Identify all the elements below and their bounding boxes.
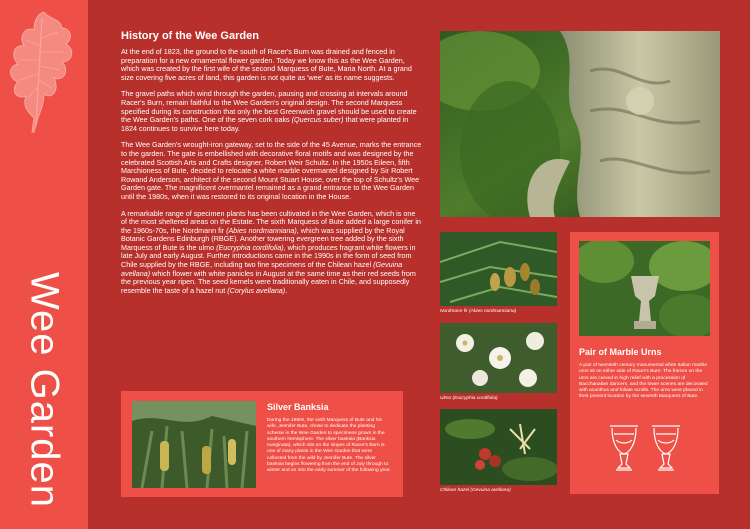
paragraph-4	[121, 210, 423, 296]
latin-name: (Corylus avellana)	[227, 285, 286, 295]
paragraph-3: The Wee Garden's wrought-iron gateway, set to the side of the 45 Avenue, marks the entrance to the garden. The gate is embellished with decorative floral motifs and was designed by the celebrated Scottish Arts and Crafts designer, Robert Weir Schultz. In the 1950s Eileen, fifth Marchioness of Bute, decided to relocate a white marble overmantel designed by Sir Robert Rowand Anderson, architect of the second Mount Stuart House, over the top of Schultz's Wee Garden gate. The magnificent overmantel remained as a grand entrance to the Wee Garden until the 1980s, when it was restored to its original location in the House.	[121, 140, 422, 201]
urn-closeup-photo	[440, 31, 720, 217]
text-span: which flower with white panicles in August at the same time as their red seeds from the previous year ripen. The seed kernels were traditionally eaten in Chile, and supposedly resemble the taste of a hazel nut	[121, 268, 416, 295]
paragraph-2	[121, 90, 423, 133]
urn-garden-photo	[579, 241, 710, 336]
vertical-title: Wee Garden	[22, 271, 67, 509]
ulmo-photo	[440, 323, 557, 393]
latin-name: (Quercus suber)	[291, 115, 344, 125]
history-body	[121, 48, 423, 303]
banksia-title: Silver Banksia	[267, 402, 329, 412]
text-span: , which was supplied by the Royal Botanic Gardens Edinburgh (RBGE). Another towering evergreen tree added by the sixth Marquess of Bute is the ulmo	[121, 225, 405, 252]
fir-photo	[440, 232, 557, 306]
banksia-panel	[121, 391, 403, 497]
banksia-text: During the 1980s, the sixth Marquess of Bute and his wife, Jennifer Bute, chose to dedicate the planting scheme in the Wee Garden to specimens grown in the southern hemisphere. The silver banksia (Banksia marginata), which sits on the slopes of Racer's Burn is one of many plants in the Wee Garden that were collected from the wild by Jennifer Bute. The silver banksia begins flowering from the end of July through to winter and on into the early summer of the following year.	[267, 418, 391, 474]
urns-text: A pair of twentieth century monumental white Italian marble urns sit on either side of Racer's Burn. The friezes on the urns are carved in high relief with a procession of Bacchanalian dancers, and the lower scenes are decorated with acanthus and foliate scrolls. The urns were placed in their present location by the seventh Marquess of Bute.	[579, 363, 708, 400]
urns-title: Pair of Marble Urns	[579, 347, 662, 357]
paragraph-1: At the end of 1823, the ground to the south of Racer's Burn was drained and fenced in preparation for a new ornamental flower garden. Today we know this as the Wee Garden, which was created by the first wife of the second Marquess of Bute, Maria North. At a grand size covering five acres of land, this garden is not quite as 'wee' as its name suggests.	[121, 47, 412, 82]
fir-caption: Nordmann fir (Abies nordmanniana)	[440, 309, 517, 314]
main-title: History of the Wee Garden	[121, 30, 259, 42]
text-span: The gravel paths which wind through the garden, pausing and crossing at intervals around Racer's Burn, remain faithful to the Wee Garden's original design. The second Marquess specified during its construction that only the best Greenwich gravel should be used to create the Wee Garden's paths. One of the seven cork oaks	[121, 89, 417, 125]
side-band	[0, 0, 88, 529]
text-span: A remarkable range of specimen plants has been cultivated in the Wee Garden, which is one of the most sheltered areas on the Estate. The sixth Marquess of Bute added a large conifer in the 1960s-70s, the Nordmann fir	[121, 208, 421, 235]
latin-name: (Eucryphia cordifolia)	[216, 242, 284, 252]
text-span: that were planted in 1824 continues to survive here today.	[121, 115, 409, 133]
ulmo-caption: Ulmo (Eucryphia cordifolia)	[440, 396, 498, 401]
text-span: , which produces fragrant white flowers in late July and early August. Further introductions came in the 1990s in the form of seed from Chile supplied by the RBGE, including two fine specimens of the Chilean hazel	[121, 242, 416, 270]
banksia-photo	[132, 401, 256, 488]
latin-name: (Gevuina avellana)	[121, 260, 403, 278]
hazel-caption: Chilean hazel (Gevuina avellana)	[440, 488, 511, 493]
hazel-photo	[440, 409, 557, 485]
oak-leaf-icon	[4, 8, 78, 136]
urns-panel	[570, 232, 719, 494]
latin-name: (Abies nordmanniana)	[226, 225, 297, 235]
text-span: .	[285, 285, 288, 295]
urn-pair-icon	[606, 420, 684, 486]
